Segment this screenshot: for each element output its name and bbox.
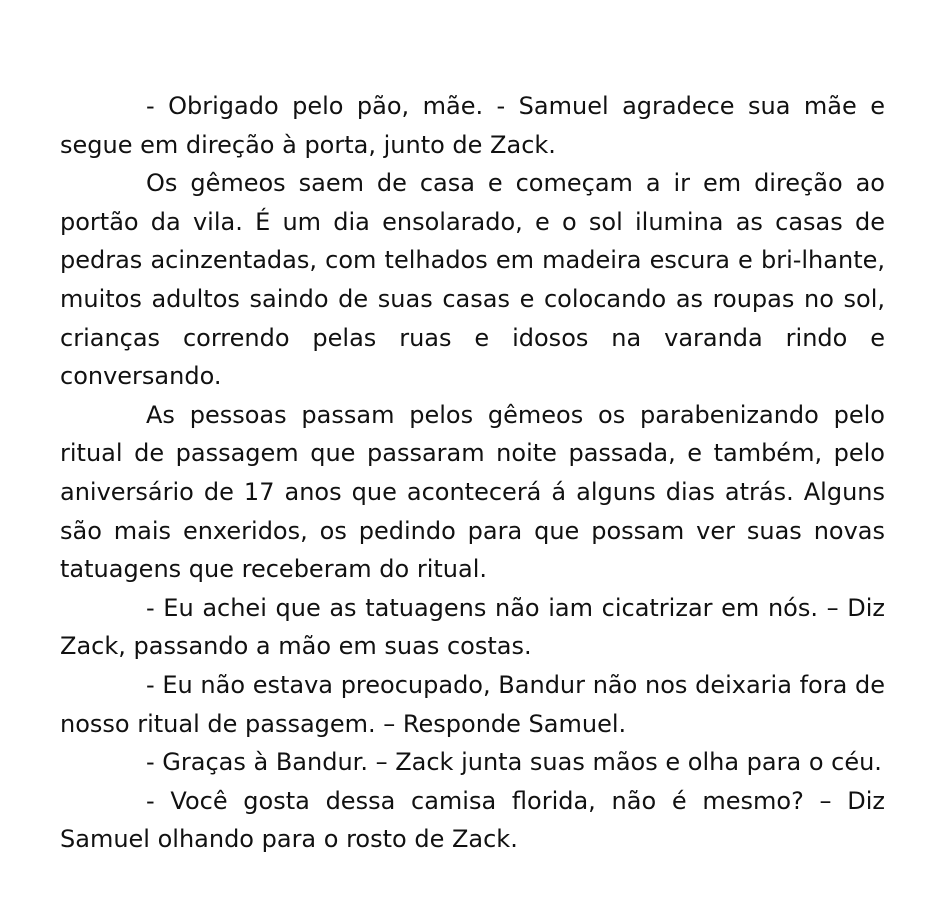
paragraph-zack-tattoos: - Eu achei que as tatuagens não iam cicatrizar em nós. – Diz Zack, passando a mão em suas costas. [60, 593, 885, 661]
paragraph-thanks-for-bread: - Obrigado pelo pão, mãe. - Samuel agradece sua mãe e segue em direção à porta, junto de Zack. [60, 92, 885, 159]
paragraph-village-description: Os gêmeos saem de casa e começam a ir em direção ao portão da vila. É um dia ensolarado, e o sol ilumina as casas de pedras acinzentadas, com telhados em madeira escura e bri-lhante, muitos adultos saindo de suas casas e colocando as roupas no sol, crianças correndo pelas ruas e idosos na varanda rindo e conversando. [60, 169, 885, 391]
document-page [60, 87, 885, 859]
paragraph-floral-shirt: - Você gosta dessa camisa florida, não é mesmo? – Diz Samuel olhando para o rosto de Zack. [60, 786, 885, 854]
paragraph-samuel-reply: - Eu não estava preocupado, Bandur não nos deixaria fora de nosso ritual de passagem. – Responde Samuel. [60, 670, 885, 738]
paragraph-thanks-bandur: - Graças à Bandur. – Zack junta suas mãos e olha para o céu. [146, 748, 882, 777]
paragraph-people-congratulate: As pessoas passam pelos gêmeos os parabenizando pelo ritual de passagem que passaram noite passada, e também, pelo aniversário de 17 anos que acontecerá á alguns dias atrás. Alguns são mais enxeridos, os pedindo para que possam ver suas novas tatuagens que receberam do ritual. [60, 400, 885, 584]
